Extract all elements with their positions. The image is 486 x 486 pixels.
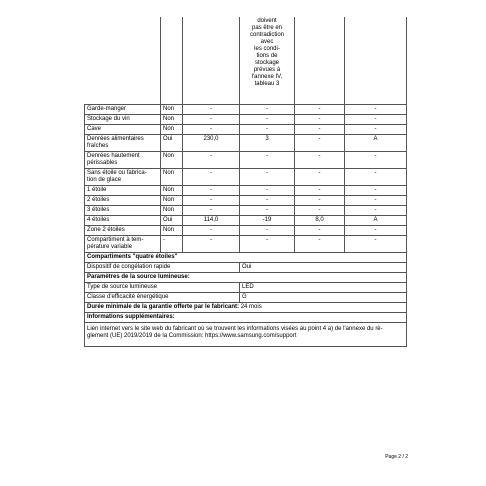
compartment-freezing-capacity: -: [295, 168, 345, 185]
compartment-row: [85, 104, 407, 114]
compartment-volume: -: [183, 225, 240, 235]
warranty: [85, 302, 407, 312]
compartment-volume: -: [183, 124, 240, 134]
compartment-temperature: -: [240, 195, 295, 205]
compartment-temperature: 3: [240, 134, 295, 151]
compartment-present: Non: [161, 124, 183, 134]
compartment-present: -: [161, 235, 183, 252]
fast-freeze-label: Dispositif de congélation rapide: [85, 262, 240, 272]
compartment-freezing-capacity: -: [295, 195, 345, 205]
compartment-temperature: -: [240, 225, 295, 235]
page-number: Page 2 / 2: [385, 454, 408, 460]
warranty-value: 24 mois: [239, 303, 262, 310]
fast-freeze-value: Oui: [240, 262, 407, 272]
compartment-name: [85, 235, 161, 252]
text-line: glement (UE) 2019/2019 de la Commission: https://www.samsung.com/support: [87, 332, 297, 339]
compartment-thawing: -: [345, 225, 407, 235]
compartment-present: Non: [161, 114, 183, 124]
compartment-name: [85, 151, 161, 168]
compartment-temperature: -: [240, 114, 295, 124]
compartment-name: [85, 225, 161, 235]
compartment-present: Non: [161, 195, 183, 205]
compartment-thawing: -: [345, 185, 407, 195]
compartment-present: Non: [161, 185, 183, 195]
compartment-freezing-capacity: -: [295, 185, 345, 195]
product-info-table: [84, 17, 407, 347]
text-line: l'annexe IV,: [251, 74, 283, 80]
compartment-name: [85, 185, 161, 195]
compartment-thawing: -: [345, 104, 407, 114]
compartment-freezing-capacity: -: [295, 225, 345, 235]
light-source-heading-row: [85, 272, 407, 282]
compartment-present: Non: [161, 104, 183, 114]
text-line: Lien internet vers le site web du fabricant où se trouvent les informations visées au point 4 a) de l'annexe du rè-: [87, 325, 383, 332]
text-line: Cave: [87, 125, 102, 132]
compartment-temperature: -: [240, 104, 295, 114]
compartment-name: [85, 124, 161, 134]
compartment-volume: 230,0: [183, 134, 240, 151]
compartment-row: [85, 185, 407, 195]
document-page: [84, 17, 406, 347]
compartment-present: Non: [161, 151, 183, 168]
compartment-freezing-capacity: -: [295, 124, 345, 134]
light-source-1-row: [85, 292, 407, 302]
compartment-temperature: -: [240, 124, 295, 134]
extra-info-heading-row: [85, 312, 407, 322]
compartment-present: Oui: [161, 134, 183, 151]
compartment-freezing-capacity: -: [295, 151, 345, 168]
compartment-temperature: -: [240, 151, 295, 168]
compartment-volume: -: [183, 185, 240, 195]
text-line: périssables: [87, 159, 118, 166]
compartment-row: [85, 195, 407, 205]
compartment-name: [85, 195, 161, 205]
compartment-row: [85, 215, 407, 225]
light-source-0-label: Type de source lumineuse: [85, 282, 240, 292]
text-line: pas être en: [251, 25, 283, 31]
compartment-volume: -: [183, 205, 240, 215]
compartment-volume: -: [183, 151, 240, 168]
text-line: Stockage du vin: [87, 115, 130, 122]
compartment-row: [85, 114, 407, 124]
compartment-row: [85, 225, 407, 235]
light-source-0-row: [85, 282, 407, 292]
text-line: prévues à: [253, 67, 281, 73]
text-line: Compartiment à tem-: [87, 236, 144, 243]
notes-row: [85, 17, 407, 104]
light-source-1-value: G: [240, 292, 407, 302]
compartment-temperature: -: [240, 205, 295, 215]
compartment-thawing: A: [345, 134, 407, 151]
compartment-freezing-capacity: -: [295, 205, 345, 215]
text-line: Sans étoile ou fabrica-: [87, 169, 147, 176]
compartment-thawing: -: [345, 114, 407, 124]
compartment-thawing: -: [345, 195, 407, 205]
compartment-temperature: -: [240, 168, 295, 185]
compartment-name: [85, 205, 161, 215]
text-line: stockage: [254, 60, 279, 66]
text-line: Zone 2 étoiles: [87, 226, 125, 233]
text-line: Garde-manger: [87, 105, 127, 112]
text-line: tions de: [256, 53, 278, 59]
text-line: tion de glace: [87, 176, 122, 183]
warranty-row: [85, 302, 407, 312]
compartment-thawing: -: [345, 124, 407, 134]
text-line: contradiction: [249, 32, 285, 38]
compartment-volume: -: [183, 104, 240, 114]
fast-freeze-row: [85, 262, 407, 272]
text-line: les condi-: [254, 46, 280, 52]
compartment-temperature: -19: [240, 215, 295, 225]
compartment-name: [85, 134, 161, 151]
compartment-row: [85, 151, 407, 168]
warranty-label: Durée minimale de la garantie offerte par le fabricant:: [87, 303, 240, 310]
compartment-thawing: -: [345, 151, 407, 168]
text-line: 3 étoiles: [87, 206, 110, 213]
compartment-row: [85, 235, 407, 252]
text-line: fraîches: [87, 142, 109, 149]
compartment-volume: 114,0: [183, 215, 240, 225]
storage-conditions-note: [240, 17, 295, 104]
text-line: Denrées alimentaires: [87, 135, 144, 142]
compartment-present: Non: [161, 225, 183, 235]
four-star-heading-row: [85, 252, 407, 262]
compartment-temperature: -: [240, 185, 295, 195]
compartment-temperature: -: [240, 235, 295, 252]
light-source-0-value: LED: [240, 282, 407, 292]
extra-info-row: [85, 322, 407, 346]
compartment-volume: -: [183, 195, 240, 205]
compartment-freezing-capacity: 8,0: [295, 215, 345, 225]
compartment-freezing-capacity: -: [295, 114, 345, 124]
compartment-name: [85, 104, 161, 114]
compartment-volume: -: [183, 168, 240, 185]
compartment-present: Oui: [161, 215, 183, 225]
compartment-thawing: A: [345, 215, 407, 225]
compartment-thawing: -: [345, 235, 407, 252]
light-source-heading: Paramètres de la source lumineuse:: [85, 272, 407, 282]
compartment-name: [85, 215, 161, 225]
compartment-row: [85, 134, 407, 151]
text-line: doivent: [257, 18, 277, 24]
compartment-volume: -: [183, 114, 240, 124]
text-line: 1 étoile: [87, 186, 107, 193]
four-star-heading: Compartiments "quatre étoiles": [85, 252, 407, 262]
light-source-1-label: Classe d'efficacité énergétique: [85, 292, 240, 302]
compartment-row: [85, 124, 407, 134]
compartment-thawing: -: [345, 205, 407, 215]
compartment-name: [85, 168, 161, 185]
extra-info-heading: Informations supplémentaires:: [85, 312, 407, 322]
compartment-row: [85, 168, 407, 185]
compartment-name: [85, 114, 161, 124]
compartment-row: [85, 205, 407, 215]
text-line: tableau 3: [254, 81, 280, 87]
compartment-freezing-capacity: -: [295, 104, 345, 114]
text-line: pérature variable: [87, 243, 133, 250]
text-line: 2 étoiles: [87, 196, 110, 203]
extra-info-text: [85, 322, 407, 346]
compartment-present: Non: [161, 168, 183, 185]
compartment-freezing-capacity: -: [295, 235, 345, 252]
text-line: 4 étoiles: [87, 216, 110, 223]
compartment-present: Non: [161, 205, 183, 215]
compartment-thawing: -: [345, 168, 407, 185]
text-line: avec: [260, 39, 274, 45]
text-line: Denrées hautement: [87, 152, 140, 159]
compartment-freezing-capacity: -: [295, 134, 345, 151]
compartment-volume: -: [183, 235, 240, 252]
